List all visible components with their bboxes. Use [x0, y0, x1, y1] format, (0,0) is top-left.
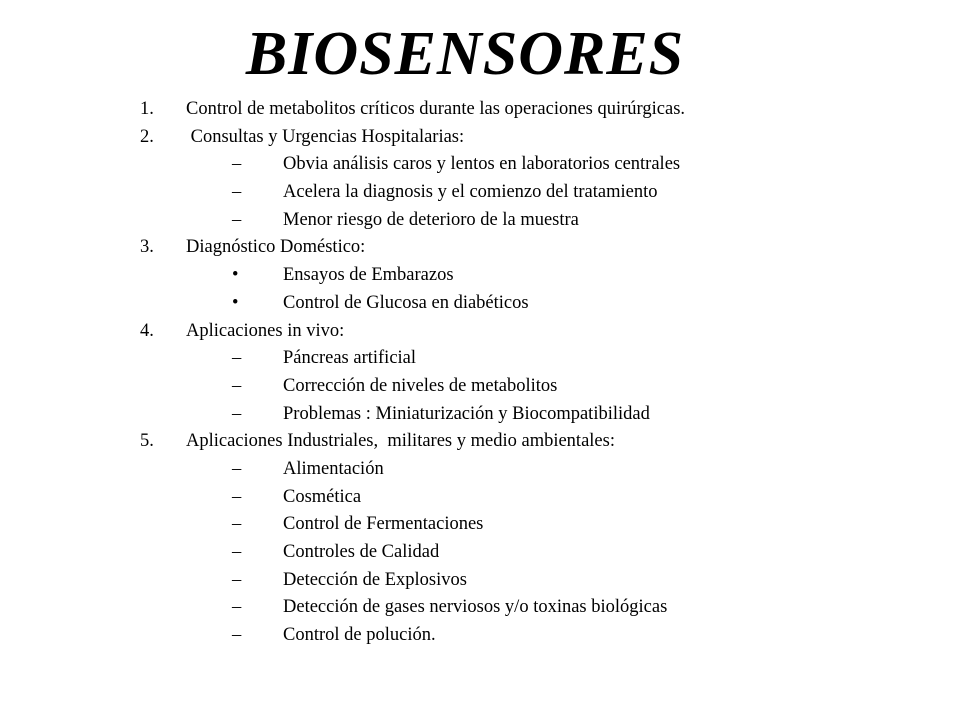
sub-list-item [0, 373, 960, 401]
sub-list-item [0, 151, 960, 179]
list-item-text: Control de Fermentaciones [283, 514, 484, 535]
list-item-text: Obvia análisis caros y lentos en laboratorios centrales [283, 154, 681, 175]
list-item-text: Aplicaciones in vivo: [186, 320, 345, 341]
sub-list-item [0, 484, 960, 512]
list-item [0, 428, 960, 456]
list-item [0, 234, 960, 262]
list-item [0, 318, 960, 346]
bullet-marker: – [232, 182, 242, 203]
list-item-text: Problemas : Miniaturización y Biocompatibilidad [283, 403, 650, 424]
bullet-marker: – [232, 348, 242, 369]
list-number: 1. [140, 99, 154, 119]
bullet-marker: – [232, 625, 242, 646]
list-item-text: Diagnóstico Doméstico: [186, 237, 366, 258]
list-item-text: Corrección de niveles de metabolitos [283, 375, 558, 396]
sub-list-item [0, 207, 960, 235]
sub-list-item [0, 262, 960, 290]
list-item [0, 96, 960, 124]
bullet-marker: – [232, 209, 242, 230]
list-item-text: Control de metabolitos críticos durante las operaciones quirúrgicas. [186, 99, 686, 119]
sub-list-item [0, 345, 960, 373]
list-item [0, 124, 960, 152]
list-item-text: Menor riesgo de deterioro de la muestra [283, 209, 579, 230]
bullet-marker: – [232, 569, 242, 590]
bullet-marker: • [232, 265, 239, 286]
list-item-text: Detección de gases nerviosos y/o toxinas biológicas [283, 597, 668, 618]
list-item-text: Controles de Calidad [283, 542, 440, 562]
list-item-text: Detección de Explosivos [283, 569, 467, 590]
list-item-text: Control de Glucosa en diabéticos [283, 292, 529, 313]
list-item-text: Acelera la diagnosis y el comienzo del tratamiento [283, 182, 658, 203]
sub-list-item [0, 401, 960, 429]
bullet-marker: • [232, 292, 239, 313]
list-item-text: Cosmética [283, 486, 362, 507]
bullet-marker: – [232, 542, 242, 562]
bullet-marker: – [232, 486, 242, 507]
bullet-marker: – [232, 154, 242, 175]
sub-list-item [0, 622, 960, 650]
bullet-marker: – [232, 375, 242, 396]
bullet-marker: – [232, 403, 242, 424]
list-number: 2. [140, 126, 154, 147]
sub-list-item [0, 511, 960, 539]
list-item-text: Ensayos de Embarazos [283, 265, 454, 286]
list-item-text: Consultas y Urgencias Hospitalarias: [186, 126, 465, 147]
slide-title: BIOSENSORES [245, 20, 685, 88]
bullet-marker: – [232, 514, 242, 535]
list-item-text: Control de polución. [283, 625, 436, 646]
list-number: 4. [140, 320, 154, 341]
sub-list-item [0, 179, 960, 207]
sub-list-item [0, 290, 960, 318]
list-item-text: Alimentación [283, 458, 384, 479]
sub-list-item [0, 567, 960, 595]
list-number: 5. [140, 431, 154, 452]
sub-list-item [0, 594, 960, 622]
list-number: 3. [140, 237, 154, 258]
list-item-text: Páncreas artificial [283, 348, 417, 369]
sub-list-item [0, 539, 960, 567]
list-item-text: Aplicaciones Industriales, militares y medio ambientales: [186, 431, 615, 452]
bullet-marker: – [232, 458, 242, 479]
bullet-list [0, 96, 960, 650]
sub-list-item [0, 456, 960, 484]
bullet-marker: – [232, 597, 242, 618]
